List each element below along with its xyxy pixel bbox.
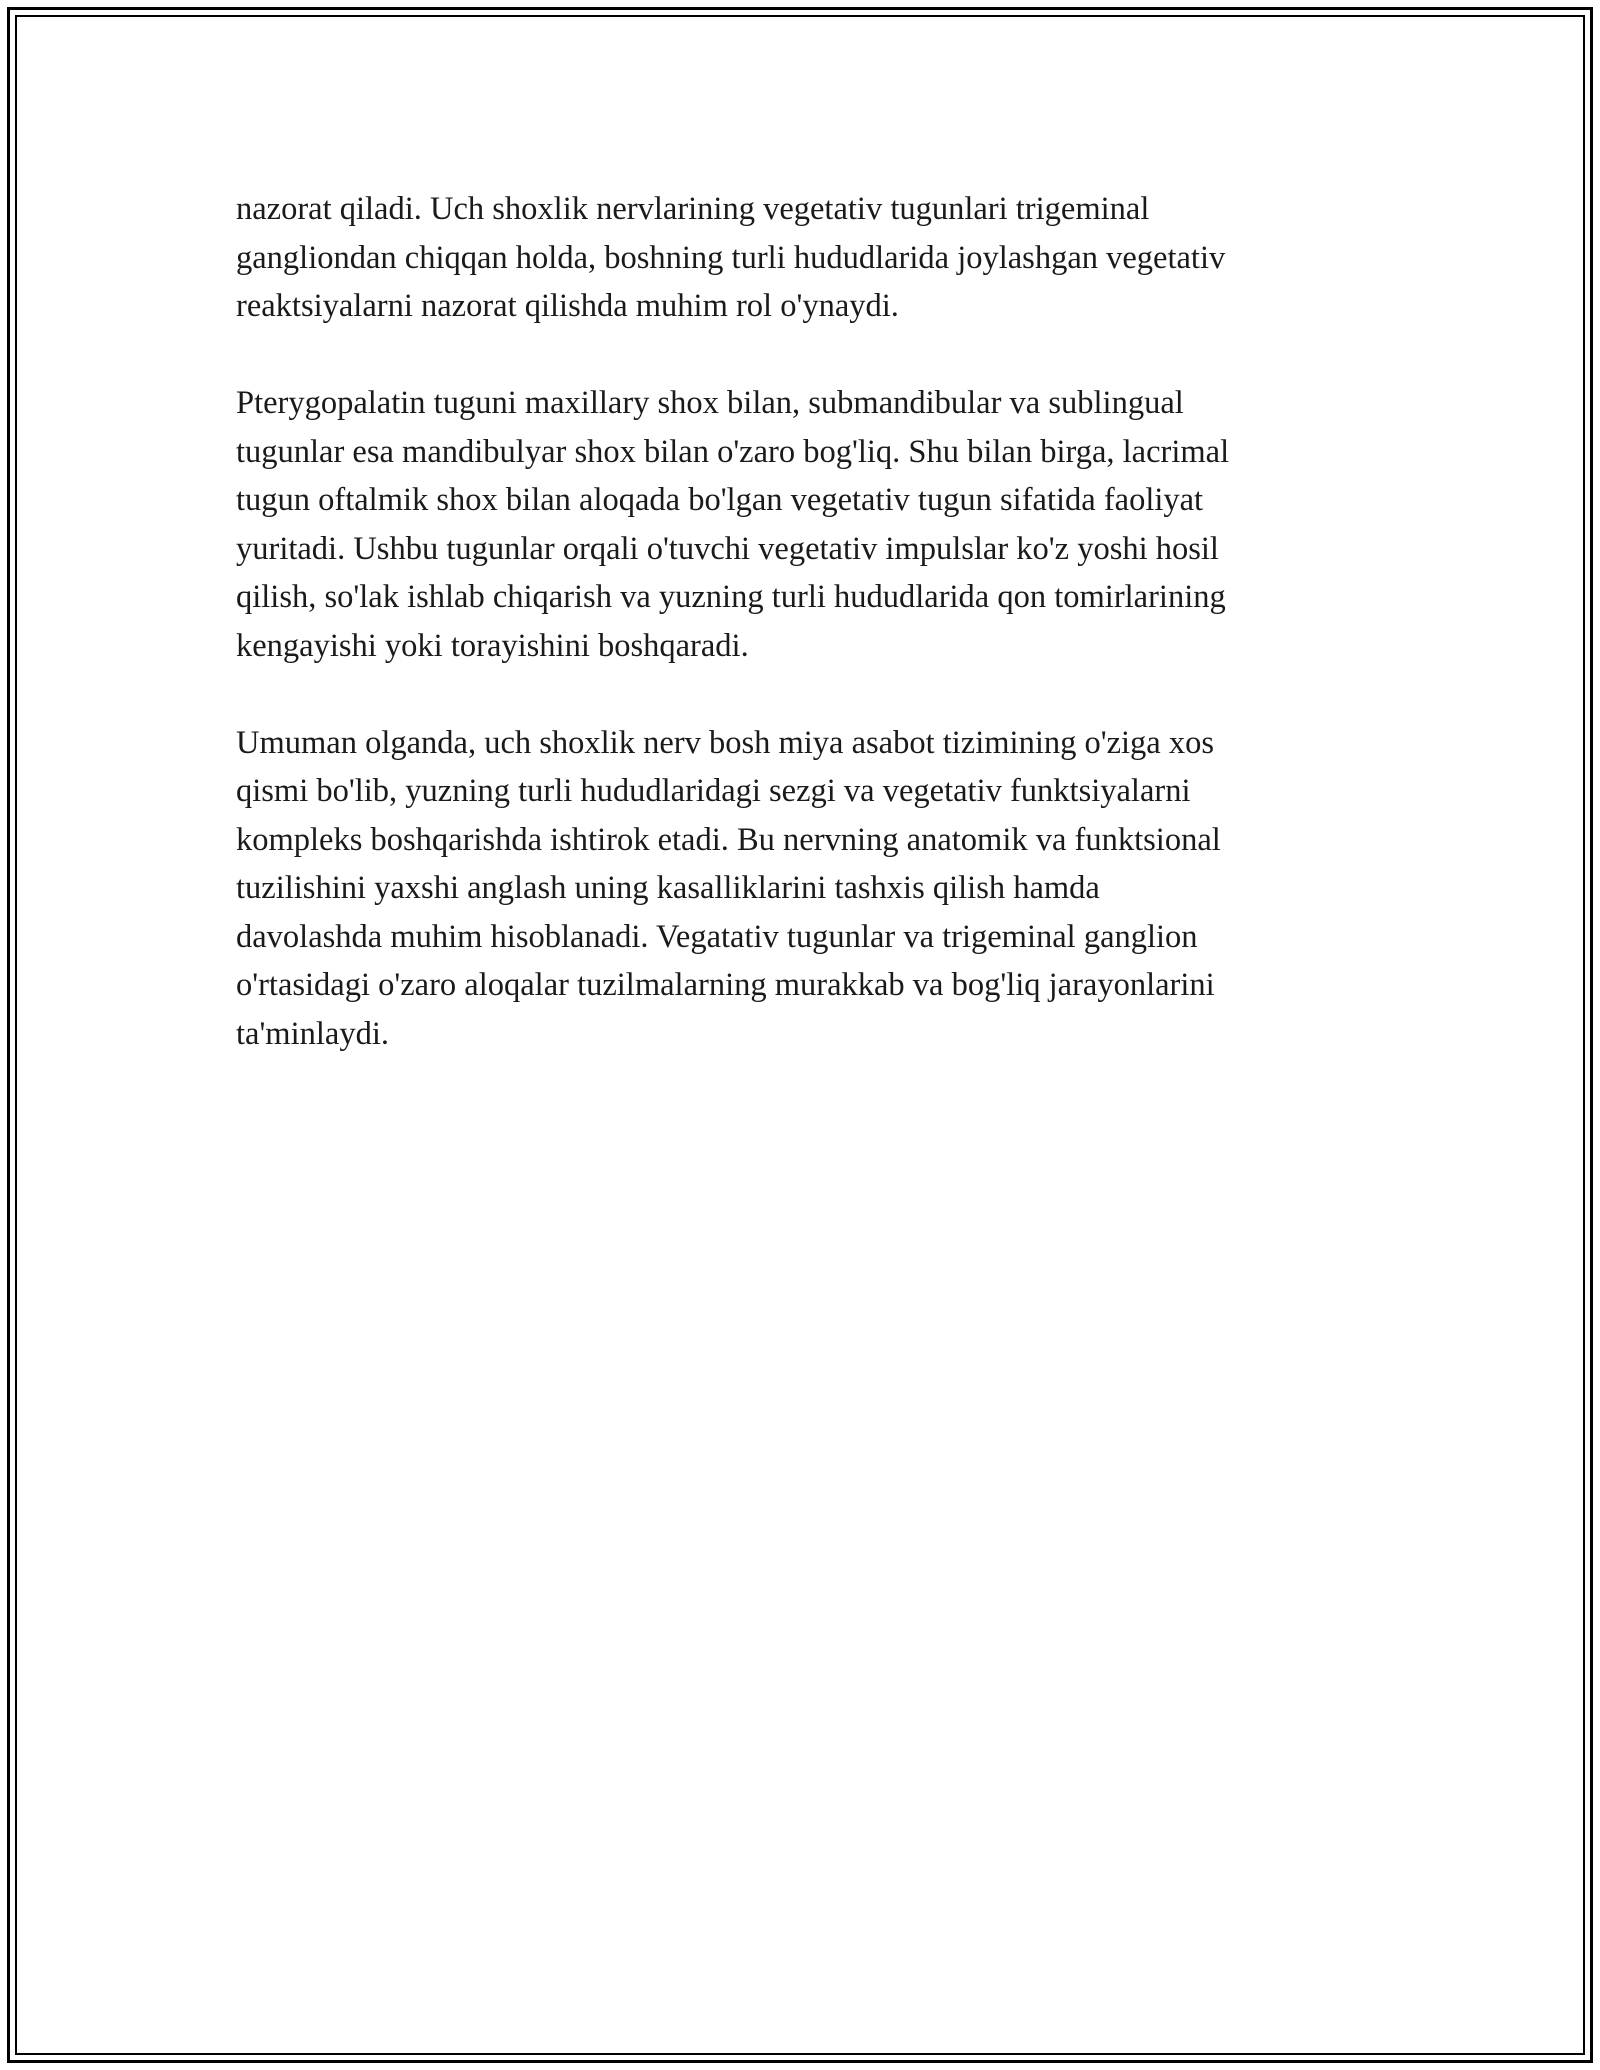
- text-line: davolashda muhim hisoblanadi. Vegatativ tugunlar va trigeminal ganglion: [236, 918, 1198, 955]
- text-line: o'rtasidagi o'zaro aloqalar tuzilmalarning murakkab va bog'liq jarayonlarini: [236, 967, 1215, 1003]
- text-line: kengayishi yoki torayishini boshqaradi.: [236, 627, 749, 664]
- text-line: tuzilishini yaxshi anglash uning kasalliklarini tashxis qilish hamda: [236, 870, 1100, 906]
- text-line: kompleks boshqarishda ishtirok etadi. Bu nervning anatomik va funktsional: [236, 821, 1221, 858]
- paragraph-2: [236, 379, 1366, 670]
- text-line: Umuman olganda, uch shoxlik nerv bosh miya asabot tizimining o'ziga xos: [236, 724, 1214, 761]
- text-line: reaktsiyalarni nazorat qilishda muhim rol o'ynaydi.: [236, 288, 899, 324]
- paragraph-1: [236, 185, 1366, 331]
- text-line: tugunlar esa mandibulyar shox bilan o'zaro bog'liq. Shu bilan birga, lacrimal: [236, 433, 1230, 470]
- text-line: qilish, so'lak ishlab chiqarish va yuzning turli hududlarida qon tomirlarining: [236, 579, 1226, 615]
- text-line: tugun oftalmik shox bilan aloqada bo'lgan vegetativ tugun sifatida faoliyat: [236, 482, 1204, 518]
- text-line: yuritadi. Ushbu tugunlar orqali o'tuvchi vegetativ impulslar ko'z yoshi hosil: [236, 530, 1219, 567]
- paragraph-3: [236, 719, 1366, 1059]
- text-line: ta'minlaydi.: [236, 1015, 389, 1052]
- text-line: qismi bo'lib, yuzning turli hududlaridagi sezgi va vegetativ funktsiyalarni: [236, 773, 1191, 809]
- text-line: gangliondan chiqqan holda, boshning turli hududlarida joylashgan vegetativ: [236, 239, 1226, 276]
- document-body: [236, 185, 1366, 1107]
- text-line: nazorat qiladi. Uch shoxlik nervlarining vegetativ tugunlari trigeminal: [236, 191, 1150, 227]
- text-line: Pterygopalatin tuguni maxillary shox bilan, submandibular va sublingual: [236, 385, 1184, 421]
